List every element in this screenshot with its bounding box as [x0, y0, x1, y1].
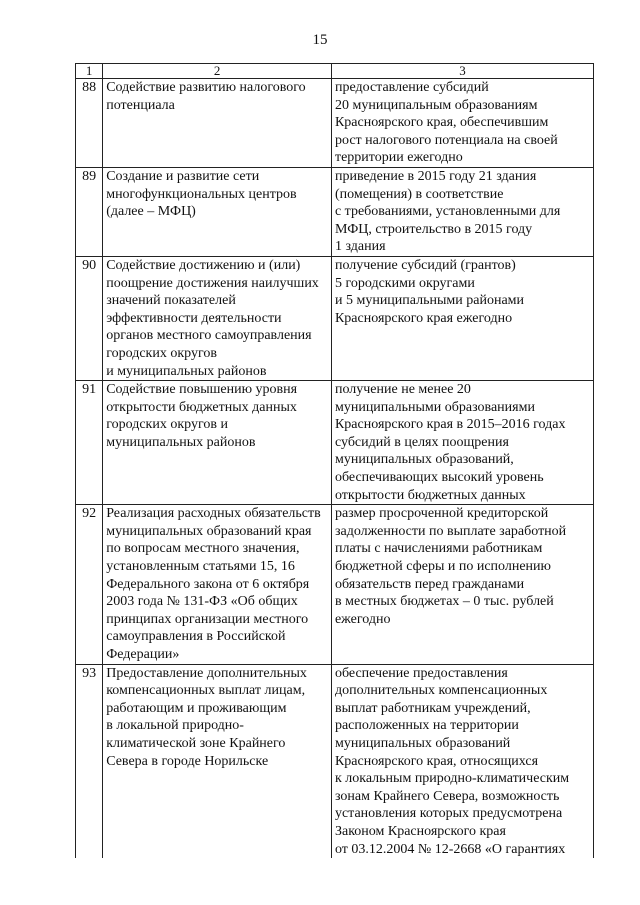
text-line: задолженности по выплате заработной	[334, 523, 567, 539]
text-line: Севера в городе Норильске	[106, 753, 269, 769]
row-number: 93	[76, 664, 103, 858]
result-cell	[331, 505, 593, 664]
text-line: 1 здания	[334, 239, 386, 255]
text-line: рост налогового потенциала на своей	[334, 132, 558, 148]
text-line: в локальной природно-	[106, 718, 244, 734]
text-line: (помещения) в соответствие	[334, 186, 504, 202]
text-line: Красноярского края в 2015–2016 годах	[334, 417, 566, 433]
measure-cell	[103, 256, 332, 380]
row-number: 92	[76, 505, 103, 664]
text-line: многофункциональных центров	[106, 186, 297, 202]
text-line: субсидий в целях поощрения	[334, 434, 509, 450]
text-line: обеспечение предоставления	[334, 665, 508, 681]
text-line: платы с начислениями работникам	[334, 541, 543, 557]
text-line: муниципальных образований края	[106, 523, 312, 539]
text-line: обязательств перед гражданами	[334, 576, 525, 592]
header-cell: 2	[103, 64, 332, 79]
text-line: (далее – МФЦ)	[106, 204, 196, 220]
row-number: 88	[76, 79, 103, 168]
text-line: установления которых предусмотрена	[334, 806, 563, 822]
result-cell	[331, 381, 593, 505]
text-line: приведение в 2015 году 21 здания	[334, 168, 537, 184]
table-header-row	[76, 64, 594, 79]
text-line: муниципальных районов	[106, 434, 256, 450]
text-line: выплат работникам учреждений,	[334, 700, 531, 716]
text-line: значений показателей	[106, 293, 236, 309]
text-line: работающим и проживающим	[106, 700, 287, 716]
text-line: муниципальными образованиями	[334, 399, 535, 415]
result-cell	[331, 79, 593, 168]
text-line: городских округов	[106, 345, 217, 361]
row-number: 89	[76, 167, 103, 256]
table-row	[76, 79, 594, 168]
text-line: Красноярского края, относящихся	[334, 753, 539, 769]
text-line: Реализация расходных обязательств	[106, 506, 321, 522]
table-row	[76, 381, 594, 505]
result-cell	[331, 664, 593, 858]
text-line: Красноярского края, обеспечившим	[334, 115, 549, 131]
row-number: 90	[76, 256, 103, 380]
page-number: 15	[312, 32, 328, 48]
table-row	[76, 256, 594, 380]
text-line: климатической зоне Крайнего	[106, 735, 286, 751]
text-line: самоуправления в Российской	[106, 629, 286, 645]
text-line: Федерации»	[106, 647, 180, 662]
result-cell	[331, 256, 593, 380]
text-line: 2003 года № 131-ФЗ «Об общих	[106, 594, 298, 610]
text-line: Создание и развитие сети	[106, 168, 260, 184]
row-number: 91	[76, 381, 103, 505]
result-cell	[331, 167, 593, 256]
text-line: бюджетной сферы и по исполнению	[334, 559, 551, 575]
text-line: 5 городскими округами	[334, 275, 475, 291]
table-row	[76, 664, 594, 858]
text-line: компенсационных выплат лицам,	[106, 683, 306, 699]
text-line: поощрение достижения наилучших	[106, 275, 319, 291]
text-line: МФЦ, строительство в 2015 году	[334, 221, 533, 237]
text-line: Содействие повышению уровня	[106, 382, 298, 398]
text-line: зонам Крайнего Севера, возможность	[334, 788, 560, 804]
text-line: и 5 муниципальными районами	[334, 293, 525, 309]
measure-cell	[103, 79, 332, 168]
text-line: предоставление субсидий	[334, 80, 489, 95]
text-line: получение не менее 20	[334, 382, 471, 398]
header-cell: 1	[76, 64, 103, 79]
table-row	[76, 505, 594, 664]
text-line: принципах организации местного	[106, 611, 309, 627]
measure-cell	[103, 664, 332, 858]
text-line: обеспечивающих высокий уровень	[334, 470, 544, 486]
text-line: Красноярского края ежегодно	[334, 310, 513, 326]
text-line: Федерального закона от 6 октября	[106, 576, 310, 592]
text-line: эффективности деятельности	[106, 310, 282, 326]
text-line: открытости бюджетных данных	[106, 399, 297, 415]
text-line: расположенных на территории	[334, 718, 519, 734]
text-line: получение субсидий (грантов)	[334, 257, 516, 273]
text-line: Предоставление дополнительных	[106, 665, 307, 681]
text-line: ежегодно	[334, 611, 391, 627]
text-line: потенциала	[106, 97, 175, 113]
text-line: с требованиями, установленными для	[334, 204, 561, 220]
text-line: органов местного самоуправления	[106, 328, 312, 344]
program-table	[75, 63, 594, 858]
measure-cell	[103, 167, 332, 256]
text-line: Содействие развитию налогового	[106, 80, 306, 95]
table-row	[76, 167, 594, 256]
text-line: к локальным природно-климатическим	[334, 771, 570, 787]
text-line: 20 муниципальным образованиям	[334, 97, 538, 113]
measure-cell	[103, 381, 332, 505]
text-line: по вопросам местного значения,	[106, 541, 300, 557]
text-line: установленным статьями 15, 16	[106, 559, 295, 575]
text-line: дополнительных компенсационных	[334, 683, 548, 699]
text-line: открытости бюджетных данных	[334, 487, 526, 503]
text-line: территории ежегодно	[334, 150, 463, 166]
text-line: и муниципальных районов	[106, 363, 267, 379]
text-line: муниципальных образований,	[334, 452, 514, 468]
text-line: в местных бюджетах – 0 тыс. рублей	[334, 594, 554, 610]
text-line: муниципальных образований	[334, 735, 511, 751]
text-line: Содействие достижению и (или)	[106, 257, 301, 273]
text-line: от 03.12.2004 № 12-2668 «О гарантиях	[334, 841, 566, 857]
header-cell: 3	[331, 64, 593, 79]
measure-cell	[103, 505, 332, 664]
text-line: размер просроченной кредиторской	[334, 506, 549, 522]
text-line: городских округов и	[106, 417, 228, 433]
text-line: Законом Красноярского края	[334, 823, 506, 839]
